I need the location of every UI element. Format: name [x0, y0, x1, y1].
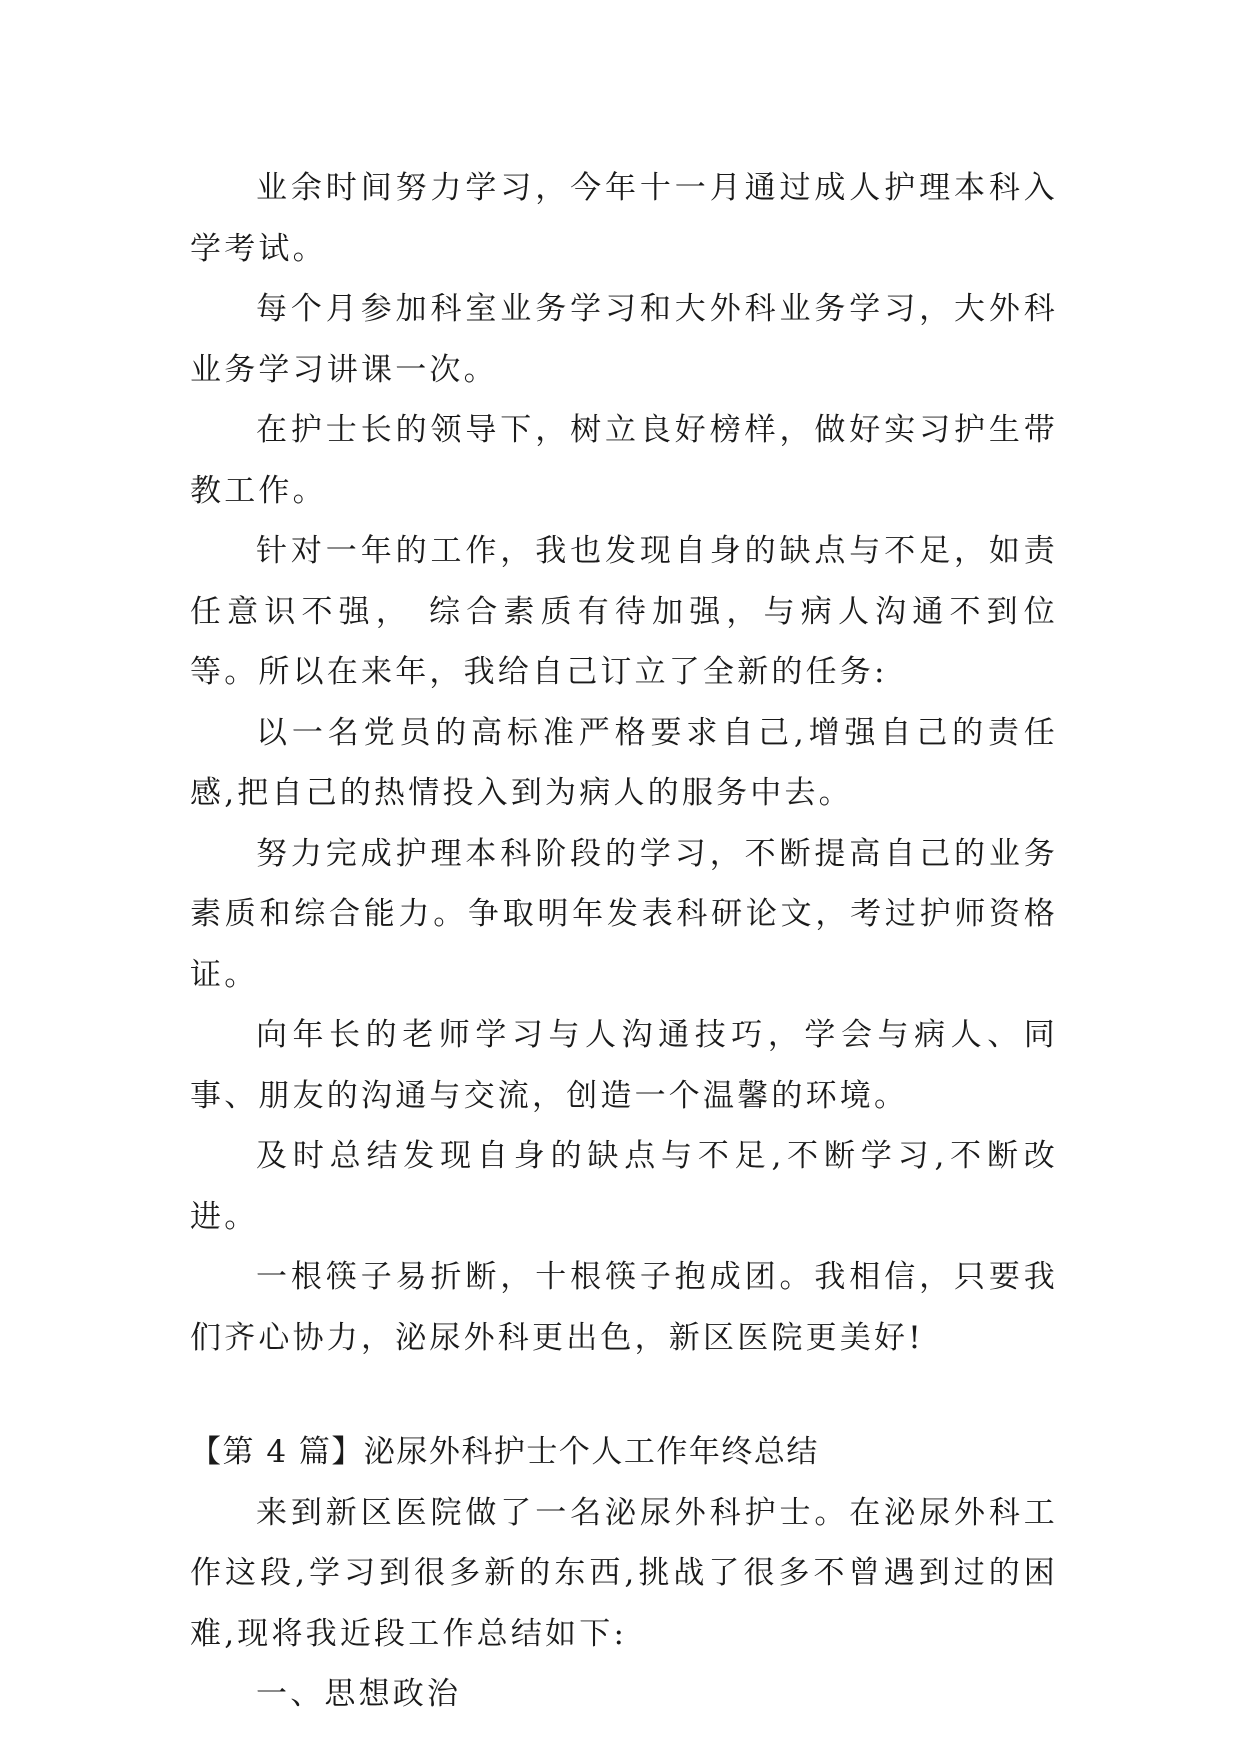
paragraph-communication: 向年长的老师学习与人沟通技巧，学会与病人、同事、朋友的沟通与交流，创造一个温馨的环境。: [190, 1017, 1058, 1114]
paragraph-teaching-interns: 在护士长的领导下，树立良好榜样，做好实习护生带教工作。: [190, 412, 1058, 509]
section-subheading: 一、思想政治: [256, 1676, 462, 1712]
paragraph-department-learning: 每个月参加科室业务学习和大外科业务学习，大外科业务学习讲课一次。: [190, 291, 1058, 388]
paragraph-shortcomings: 针对一年的工作，我也发现自身的缺点与不足，如责任意识不强， 综合素质有待加强，与病人沟通不到位等。所以在来年，我给自己订立了全新的任务:: [190, 533, 1058, 690]
paragraph-party-member: 以一名党员的高标准严格要求自己,增强自己的责任感,把自己的热情投入到为病人的服务中去。: [190, 714, 1058, 811]
paragraph-teamwork: 一根筷子易折断，十根筷子抱成团。我相信，只要我们齐心协力，泌尿外科更出色，新区医院更美好!: [190, 1259, 1058, 1356]
section-intro-paragraph: 来到新区医院做了一名泌尿外科护士。在泌尿外科工作这段,学习到很多新的东西,挑战了很多不曾遇到过的困难,现将我近段工作总结如下:: [190, 1494, 1058, 1652]
paragraph-self-improvement: 及时总结发现自身的缺点与不足,不断学习,不断改进。: [190, 1138, 1058, 1235]
document-body: [190, 158, 1058, 1725]
paragraph-undergraduate-study: 努力完成护理本科阶段的学习，不断提高自己的业务素质和综合能力。争取明年发表科研论文，考过护师资格证。: [190, 835, 1058, 993]
paragraph-study-exam: 业余时间努力学习，今年十一月通过成人护理本科入学考试。: [190, 170, 1058, 267]
section-heading: 【第 4 篇】泌尿外科护士个人工作年终总结: [190, 1434, 819, 1470]
